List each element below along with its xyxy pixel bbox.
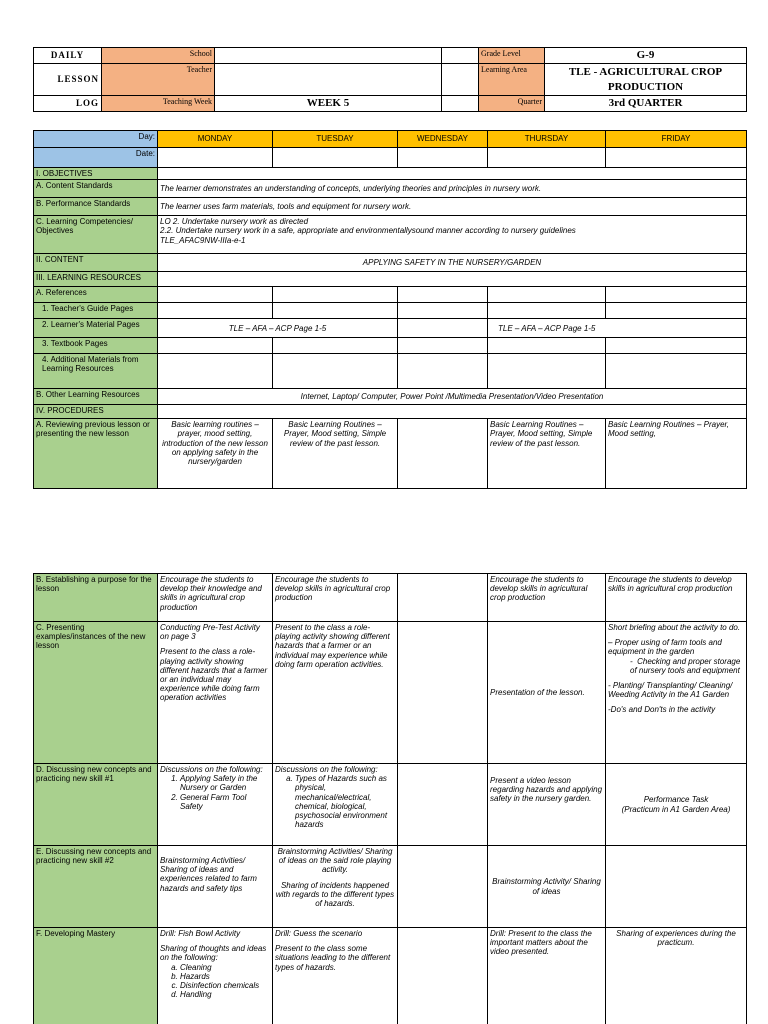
discussing-1-tuesday: Discussions on the following: a. Types of Hazards such as physical, mechanical/electrical, chemical, biological, psychosocial environment hazards (273, 764, 398, 846)
presenting-wednesday (398, 622, 488, 764)
mastery-monday: Drill: Fish Bowl Activity Sharing of thoughts and ideas on the following: a. Cleaning b. Hazards c. Disinfection chemicals d. Handling (158, 928, 273, 1024)
am-cell (488, 354, 606, 389)
quarter-value: 3rd QUARTER (545, 96, 747, 112)
date-label: Date: (34, 148, 158, 168)
disc1-tue-item: a. Types of Hazards such as physical, mechanical/electrical, chemical, biological, psychosocial environment hazards (295, 774, 395, 829)
content-standards-value: The learner demonstrates an understanding of concepts, underlying theories and principles in nursery work. (158, 180, 747, 198)
learners-material-label: 2. Learner's Material Pages (34, 319, 158, 338)
competencies-value (158, 216, 747, 254)
mastery-thursday: Drill: Present to the class the important matters about the video presented. (488, 928, 606, 1024)
additional-materials-label: 4. Additional Materials from Learning Resources (34, 354, 158, 389)
review-wednesday (398, 419, 488, 489)
discussing-2-monday: Brainstorming Activities/ Sharing of ideas and experiences related to farm hazards and safety tips (158, 846, 273, 928)
discussing-1-thursday: Present a video lesson regarding hazards and applying safety in the nursery garden. (488, 764, 606, 846)
learning-area-value: TLE - AGRICULTURAL CROP PRODUCTION (545, 64, 747, 96)
tb-cell (398, 338, 488, 354)
tuesday-header: TUESDAY (273, 131, 398, 148)
purpose-friday: Encourage the students to develop skills in agricultural crop production (606, 574, 747, 622)
objectives-label: I. OBJECTIVES (34, 168, 158, 180)
pres-mon-line: Present to the class a role-playing activity showing different hazards that a farmer or an individual may experience while doing farm operation activities (160, 647, 268, 703)
discussing-2-label: E. Discussing new concepts and practicing new skill #2 (34, 846, 158, 928)
discussing-2-tuesday: Brainstorming Activities/ Sharing of ideas on the said role playing activity. Sharing of incidents happened with regards to the different types of hazards. (273, 846, 398, 928)
discussing-1-label: D. Discussing new concepts and practicing new skill #1 (34, 764, 158, 846)
competency-line: LO 2. Undertake nursery work as directed (160, 217, 309, 227)
mastery-tuesday: Drill: Guess the scenario Present to the class some situations leading to the different types of hazards. (273, 928, 398, 1024)
date-cell (488, 148, 606, 168)
date-cell (606, 148, 747, 168)
competency-line: 2.2. Undertake nursery work in a safe, appropriate and environmentallysound manner according to nursery guidelines (160, 226, 576, 236)
lesson-table-part2 (33, 573, 747, 1024)
pres-fri-line: - Planting/ Transplanting/ Cleaning/ Weeding Activity in the A1 Garden (608, 680, 733, 700)
tb-cell (488, 338, 606, 354)
teacher-value (215, 64, 442, 96)
purpose-wednesday (398, 574, 488, 622)
presenting-label: C. Presenting examples/instances of the new lesson (34, 622, 158, 764)
teaching-week-label: Teaching Week (102, 96, 215, 112)
am-cell (606, 354, 747, 389)
review-monday: Basic learning routines – prayer, mood setting, introduction of the new lesson on applying safety in the nursery/garden (158, 419, 273, 489)
grade-level-label: Grade Level (479, 48, 545, 64)
tb-cell (606, 338, 747, 354)
mastery-wednesday (398, 928, 488, 1024)
competency-code: TLE_AFAC9NW-IIIa-e-1 (160, 235, 246, 245)
discussing-1-monday: Discussions on the following: 1. Applying Safety in the Nursery or Garden 2. General Farm Tool Safety (158, 764, 273, 846)
purpose-label: B. Establishing a purpose for the lesson (34, 574, 158, 622)
performance-standards-label: B. Performance Standards (34, 198, 158, 216)
objectives-cell (158, 168, 747, 180)
tg-cell (398, 303, 488, 319)
school-value (215, 48, 442, 64)
lm-cell (398, 319, 488, 338)
am-cell (273, 354, 398, 389)
ref-cell (273, 287, 398, 303)
date-cell (158, 148, 273, 168)
review-label: A. Reviewing previous lesson or presenting the new lesson (34, 419, 158, 489)
thursday-header: THURSDAY (488, 131, 606, 148)
other-resources-value: Internet, Laptop/ Computer, Power Point /Multimedia Presentation/Video Presentation (158, 389, 747, 405)
pres-mon-line: Conducting Pre-Test Activity on page 3 (160, 623, 260, 642)
teaching-week-value: WEEK 5 (215, 96, 442, 112)
quarter-label: Quarter (479, 96, 545, 112)
learning-resources-cell (158, 272, 747, 287)
header-table (33, 47, 747, 112)
tg-cell (606, 303, 747, 319)
learners-material-thu-fri: TLE – AFA – ACP Page 1-5 (488, 319, 747, 338)
am-cell (158, 354, 273, 389)
tb-cell (158, 338, 273, 354)
pres-fri-line: – Proper using of farm tools and equipment in the garden (608, 638, 722, 657)
tg-cell (273, 303, 398, 319)
date-cell (273, 148, 398, 168)
presenting-tuesday: Present to the class a role-playing activity showing different hazards that a farmer or an individual may experience while doing farm operation activities. (273, 622, 398, 764)
ref-cell (158, 287, 273, 303)
pres-fri-item: - Checking and proper storage of nursery tools and equipment (630, 656, 741, 675)
purpose-thursday: Encourage the students to develop skills in agricultural crop production (488, 574, 606, 622)
date-cell (398, 148, 488, 168)
tg-cell (488, 303, 606, 319)
learning-area-label: Learning Area (479, 64, 545, 96)
am-cell (398, 354, 488, 389)
learning-resources-label: III. LEARNING RESOURCES (34, 272, 158, 287)
log-label: LOG (34, 96, 102, 112)
header-spacer (442, 64, 479, 96)
other-resources-label: B. Other Learning Resources (34, 389, 158, 405)
header-spacer (442, 96, 479, 112)
review-friday: Basic Learning Routines – Prayer, Mood setting, (606, 419, 747, 489)
procedures-label: IV. PROCEDURES (34, 405, 158, 419)
school-label: School (102, 48, 215, 64)
lesson-table-part1 (33, 130, 747, 489)
presenting-monday (158, 622, 273, 764)
monday-header: MONDAY (158, 131, 273, 148)
disc1-mon-item: 1. Applying Safety in the Nursery or Garden (180, 774, 270, 792)
purpose-tuesday: Encourage the students to develop skills in agricultural crop production (273, 574, 398, 622)
ref-cell (398, 287, 488, 303)
discussing-2-friday (606, 846, 747, 928)
presenting-thursday: Presentation of the lesson. (488, 622, 606, 764)
discussing-1-friday: Performance Task (Practicum in A1 Garden Area) (606, 764, 747, 846)
day-label: Day: (34, 131, 158, 148)
grade-level-value: G-9 (545, 48, 747, 64)
daily-label: DAILY (34, 48, 102, 64)
mastery-label: F. Developing Mastery (34, 928, 158, 1024)
discussing-1-wednesday (398, 764, 488, 846)
ref-cell (488, 287, 606, 303)
mastery-item: b. Hazards (180, 972, 270, 981)
textbook-pages-label: 3. Textbook Pages (34, 338, 158, 354)
learners-material-mon-tue: TLE – AFA – ACP Page 1-5 (158, 319, 398, 338)
procedures-cell (158, 405, 747, 419)
mastery-friday: Sharing of experiences during the practicum. (606, 928, 747, 1024)
content-standards-label: A. Content Standards (34, 180, 158, 198)
discussing-2-thursday: Brainstorming Activity/ Sharing of ideas (488, 846, 606, 928)
wednesday-header: WEDNESDAY (398, 131, 488, 148)
review-thursday: Basic Learning Routines – Prayer, Mood setting, Simple review of the past lesson. (488, 419, 606, 489)
competencies-label: C. Learning Competencies/ Objectives (34, 216, 158, 254)
mastery-item: c. Disinfection chemicals (180, 981, 270, 990)
pres-fri-line: -Do's and Don'ts in the activity (608, 705, 716, 715)
purpose-monday: Encourage the students to develop their knowledge and skills in agricultural crop production (158, 574, 273, 622)
mastery-item: d. Handling (180, 990, 270, 999)
discussing-2-wednesday (398, 846, 488, 928)
disc1-mon-item: 2. General Farm Tool Safety (180, 793, 270, 811)
content-label: II. CONTENT (34, 254, 158, 272)
header-spacer (442, 48, 479, 64)
teacher-label: Teacher (102, 64, 215, 96)
teachers-guide-label: 1. Teacher's Guide Pages (34, 303, 158, 319)
references-label: A. References (34, 287, 158, 303)
content-value: APPLYING SAFETY IN THE NURSERY/GARDEN (158, 254, 747, 272)
tb-cell (273, 338, 398, 354)
mastery-item: a. Cleaning (180, 963, 270, 972)
friday-header: FRIDAY (606, 131, 747, 148)
presenting-friday (606, 622, 747, 764)
lesson-label: LESSON (34, 64, 102, 96)
performance-standards-value: The learner uses farm materials, tools and equipment for nursery work. (158, 198, 747, 216)
pres-fri-line: Short briefing about the activity to do. (608, 623, 741, 632)
ref-cell (606, 287, 747, 303)
tg-cell (158, 303, 273, 319)
review-tuesday: Basic Learning Routines – Prayer, Mood setting, Simple review of the past lesson. (273, 419, 398, 489)
